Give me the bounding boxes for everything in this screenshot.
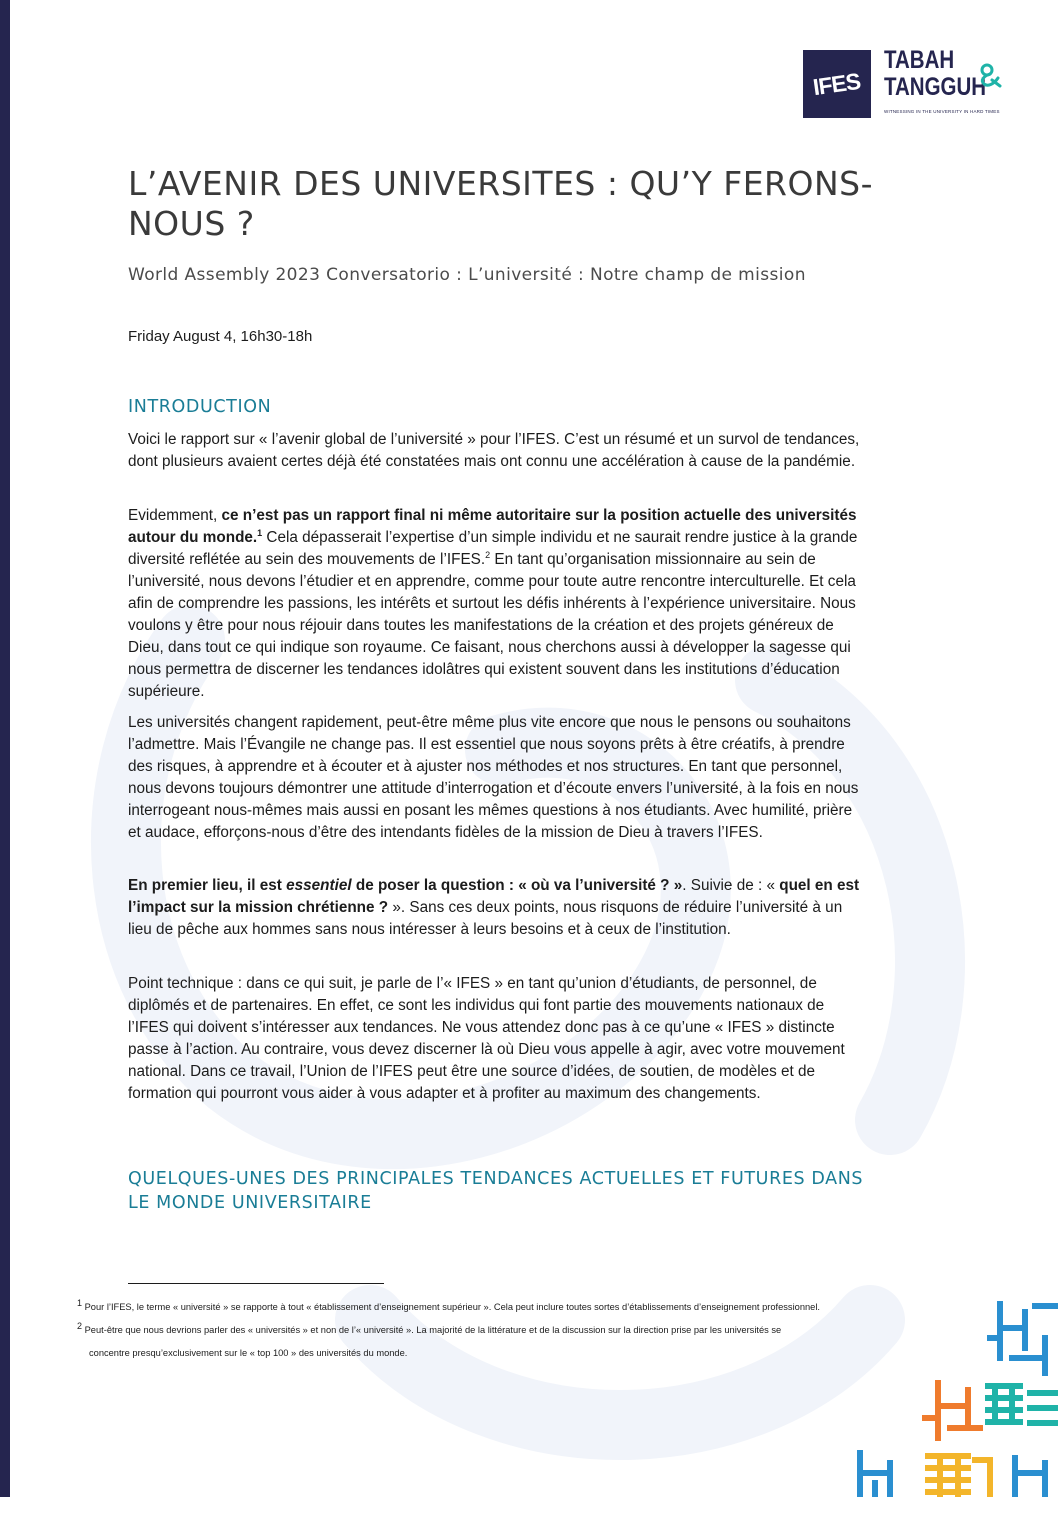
tt-logo-tagline: WITNESSING IN THE UNIVERSITY IN HARD TIMES [884, 109, 1000, 114]
tt-logo-line2: TANGGUH [884, 73, 987, 101]
ifes-logo-text: IFES [811, 67, 863, 100]
ifes-logo [803, 50, 871, 118]
page-title: L’AVENIR DES UNIVERSITES : QU’Y FERONS-NOUS ? [128, 164, 874, 243]
paragraph-3: Les universités changent rapidement, peut-être même plus vite encore que nous le pensons ou souhaitons l’admettre. Mais l’Évangile ne change pas. Il est essentiel que nous soyons prêts à être créatifs, à prendre des risques, à apprendre et à écouter et à ajuster nos méthodes et nos structures. En tant que personnel, nous devons toujours démontrer une attitude d’interrogation et d’écoute envers l’université, à la fois en nous interrogeant nous-mêmes mais aussi en posant les mêmes questions à nos étudiants. Avec humilité, prière et audace, efforçons-nous d’être des intendants fidèles de la mission de Dieu à travers l’IFES. [128, 714, 859, 841]
p4-text-f: ». Sans ces deux points, nous risquons de réduire l’université à un lieu de pêche aux hommes sans nous intéresser à leurs besoins et à ceux de l’institution. [128, 899, 843, 938]
tabah-tangguh-logo [884, 48, 1004, 120]
event-date: Friday August 4, 16h30-18h [128, 328, 313, 345]
section-heading-introduction: INTRODUCTION [128, 397, 272, 417]
p4-bold-e: quel en est l’impact sur la mission chrétienne ? [128, 877, 860, 916]
footnote-ref-1[interactable]: 1 [257, 527, 263, 538]
footnote-2-number: 2 [77, 1320, 83, 1331]
left-accent-bar [0, 0, 10, 1497]
paragraph-4 [128, 875, 868, 941]
p2-text-c: Cela dépasserait l’expertise d’un simple individu et ne saurait rendre justice à la grande diversité reflétée au sein des mouvements de l’IFES. [128, 529, 858, 568]
decorative-pattern [850, 1298, 1058, 1497]
section-heading-trends: QUELQUES-UNES DES PRINCIPALES TENDANCES ACTUELLES ET FUTURES DANS LE MONDE UNIVERSITAIRE [128, 1169, 864, 1213]
footnote-2 [77, 1319, 937, 1365]
footnote-1-number: 1 [77, 1297, 83, 1308]
p2-text-d: En tant qu’organisation missionnaire au sein de l’université, nous devons l’étudier et en apprendre, comme pour toute autre rencontre interculturelle. Et cela afin de comprendre les passions, les intérêts et surtout les défis inhérents à l’expérience universitaire. Nous voulons y être pour nous réjouir dans toutes les manifestations de la création et des projets généreux de Dieu, dans tout ce qui indique son royaume. Ce faisant, nous cherchons aussi à développer la sagesse qui nous permettra de discerner les tendances idolâtres qui existent souvent dans les institutions d’éducation supérieure. [128, 551, 856, 700]
ampersand-icon [976, 62, 1002, 88]
footnote-2-text-line1: Peut-être que nous devrions parler des « universités » et non de l’« université ». La majorité de la littérature et de la discussion sur la direction prise par les universités se [82, 1325, 782, 1335]
page-subtitle: World Assembly 2023 Conversatorio : L’université : Notre champ de mission [128, 265, 806, 285]
footnote-1 [77, 1296, 937, 1319]
paragraph-5: Point technique : dans ce qui suit, je parle de l’« IFES » en tant qu’union d’étudiants, de personnel, de diplômés et de partenaires. En effet, ce sont les individus qui font partie des mouvements nationaux de l’IFES qui doivent s’intéresser aux tendances. Ne vous attendez donc pas à ce qu’une « IFES » distincte passe à l’action. Au contraire, vous devez discerner là où Dieu vous appelle à agir, avec votre mouvement national. Dans ce travail, l’Union de l’IFES peut être une source d’idées, de soutien, de modèles et de formation qui pourront vous aider à vous adapter et à profiter au maximum des changements. [128, 975, 845, 1102]
p2-text-a: Evidemment, [128, 507, 222, 524]
p2-bold: ce n’est pas un rapport final ni même autoritaire sur la position actuelle des universités autour du monde. [128, 507, 857, 546]
footnote-2-text-line2: concentre presqu’exclusivement sur le « top 100 » des universités du monde. [89, 1348, 408, 1358]
p4-bold-c: de poser la question : « où va l’université ? » [351, 877, 683, 894]
p4-bold-a: En premier lieu, il est [128, 877, 287, 894]
footnote-separator [128, 1283, 384, 1284]
tt-logo-line1: TABAH [884, 46, 955, 74]
paragraph-1: Voici le rapport sur « l’avenir global de l’université » pour l’IFES. C’est un résumé et un survol de tendances, dont plusieurs avaient certes déjà été constatées mais ont connu une accélération à cause de la pandémie. [128, 431, 860, 470]
paragraph-2 [128, 505, 868, 703]
footnote-1-text: Pour l’IFES, le terme « université » se rapporte à tout « établissement d’enseignement supérieur ». Cela peut inclure toutes sortes d’établissements d’enseignement professionnel. [82, 1302, 820, 1312]
p4-text-d: . Suivie de : « [682, 877, 780, 894]
p4-bold-italic: essentiel [286, 877, 352, 894]
footnote-ref-2[interactable]: 2 [485, 549, 491, 560]
